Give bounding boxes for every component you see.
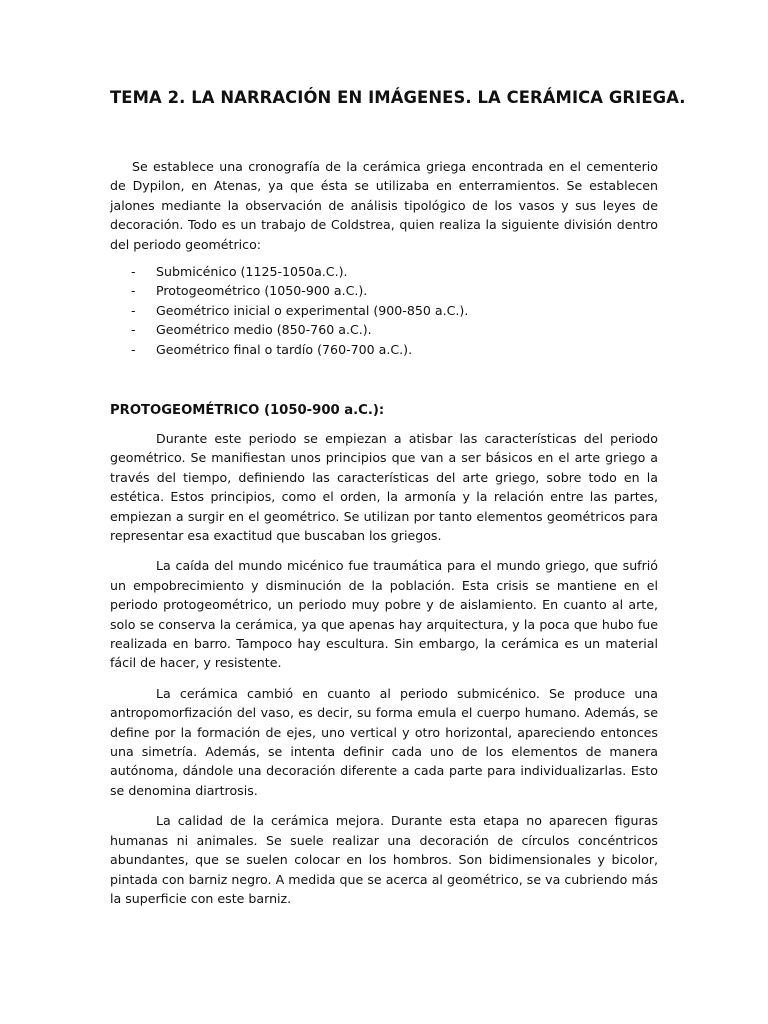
list-item xyxy=(110,262,658,281)
list-bullet: - xyxy=(131,322,136,338)
list-item xyxy=(110,340,658,359)
list-bullet: - xyxy=(131,341,136,357)
list-item-text: Geométrico medio (850-760 a.C.). xyxy=(156,322,372,338)
list-item-text: Submicénico (1125-1050a.C.). xyxy=(156,264,348,280)
intro-paragraph: Se establece una cronografía de la cerámica griega encontrada en el cementerio de Dypilon, en Atenas, ya que ésta se utilizaba en enterramientos. Se establecen jalones mediante la observación de análisis tipológico de los vasos y sus leyes de decoración. Todo es un trabajo de Coldstrea, quien realiza la siguiente división dentro del periodo geométrico: xyxy=(110,159,658,252)
list-bullet: - xyxy=(131,302,136,318)
body-paragraph: Durante este periodo se empiezan a atisbar las características del periodo geométrico. Se manifiestan unos principios que van a ser básicos en el arte griego a través del tiempo, definiendo las características del arte griego, sobre todo en la estética. Estos principios, como el orden, la armonía y la relación entre las partes, empiezan a surgir en el geométrico. Se utilizan por tanto elementos geométricos para representar esa exactitud que buscaban los griegos. xyxy=(110,430,658,544)
period-list xyxy=(110,262,658,359)
list-bullet: - xyxy=(131,264,136,280)
list-item-text: Geométrico final o tardío (760-700 a.C.). xyxy=(156,341,413,357)
section-heading: PROTOGEOMÉTRICO (1050-900 a.C.): xyxy=(110,402,385,418)
page-title: TEMA 2. LA NARRACIÓN EN IMÁGENES. LA CERÁMICA GRIEGA. xyxy=(110,88,686,107)
body-paragraph: La calidad de la cerámica mejora. Durante esta etapa no aparecen figuras humanas ni animales. Se suele realizar una decoración de círculos concéntricos abundantes, que se suelen colocar en los hombros. Son bidimensionales y bicolor, pintada con barniz negro. A medida que se acerca al geométrico, se va cubriendo más la superficie con este barniz. xyxy=(110,813,658,906)
body-paragraph: La caída del mundo micénico fue traumática para el mundo griego, que sufrió un empobrecimiento y disminución de la población. Esta crisis se mantiene en el periodo protogeométrico, un periodo muy pobre y de aislamiento. En cuanto al arte, solo se conserva la cerámica, ya que apenas hay arquitectura, y la poca que hubo fue realizada en barro. Tampoco hay escultura. Sin embargo, la cerámica es un material fácil de hacer, y resistente. xyxy=(110,558,658,671)
list-item xyxy=(110,281,658,300)
list-bullet: - xyxy=(131,283,136,299)
body-paragraph: La cerámica cambió en cuanto al periodo submicénico. Se produce una antropomorfización del vaso, es decir, su forma emula el cuerpo humano. Además, se define por la formación de ejes, uno vertical y otro horizontal, apareciendo entonces una simetría. Además, se intenta definir cada uno de los elementos de manera autónoma, dándole una decoración diferente a cada parte para individualizarlas. Esto se denomina diartrosis. xyxy=(110,685,658,798)
list-item-text: Protogeométrico (1050-900 a.C.). xyxy=(156,283,368,299)
list-item xyxy=(110,301,658,320)
list-item xyxy=(110,320,658,339)
list-item-text: Geométrico inicial o experimental (900-850 a.C.). xyxy=(156,302,469,318)
